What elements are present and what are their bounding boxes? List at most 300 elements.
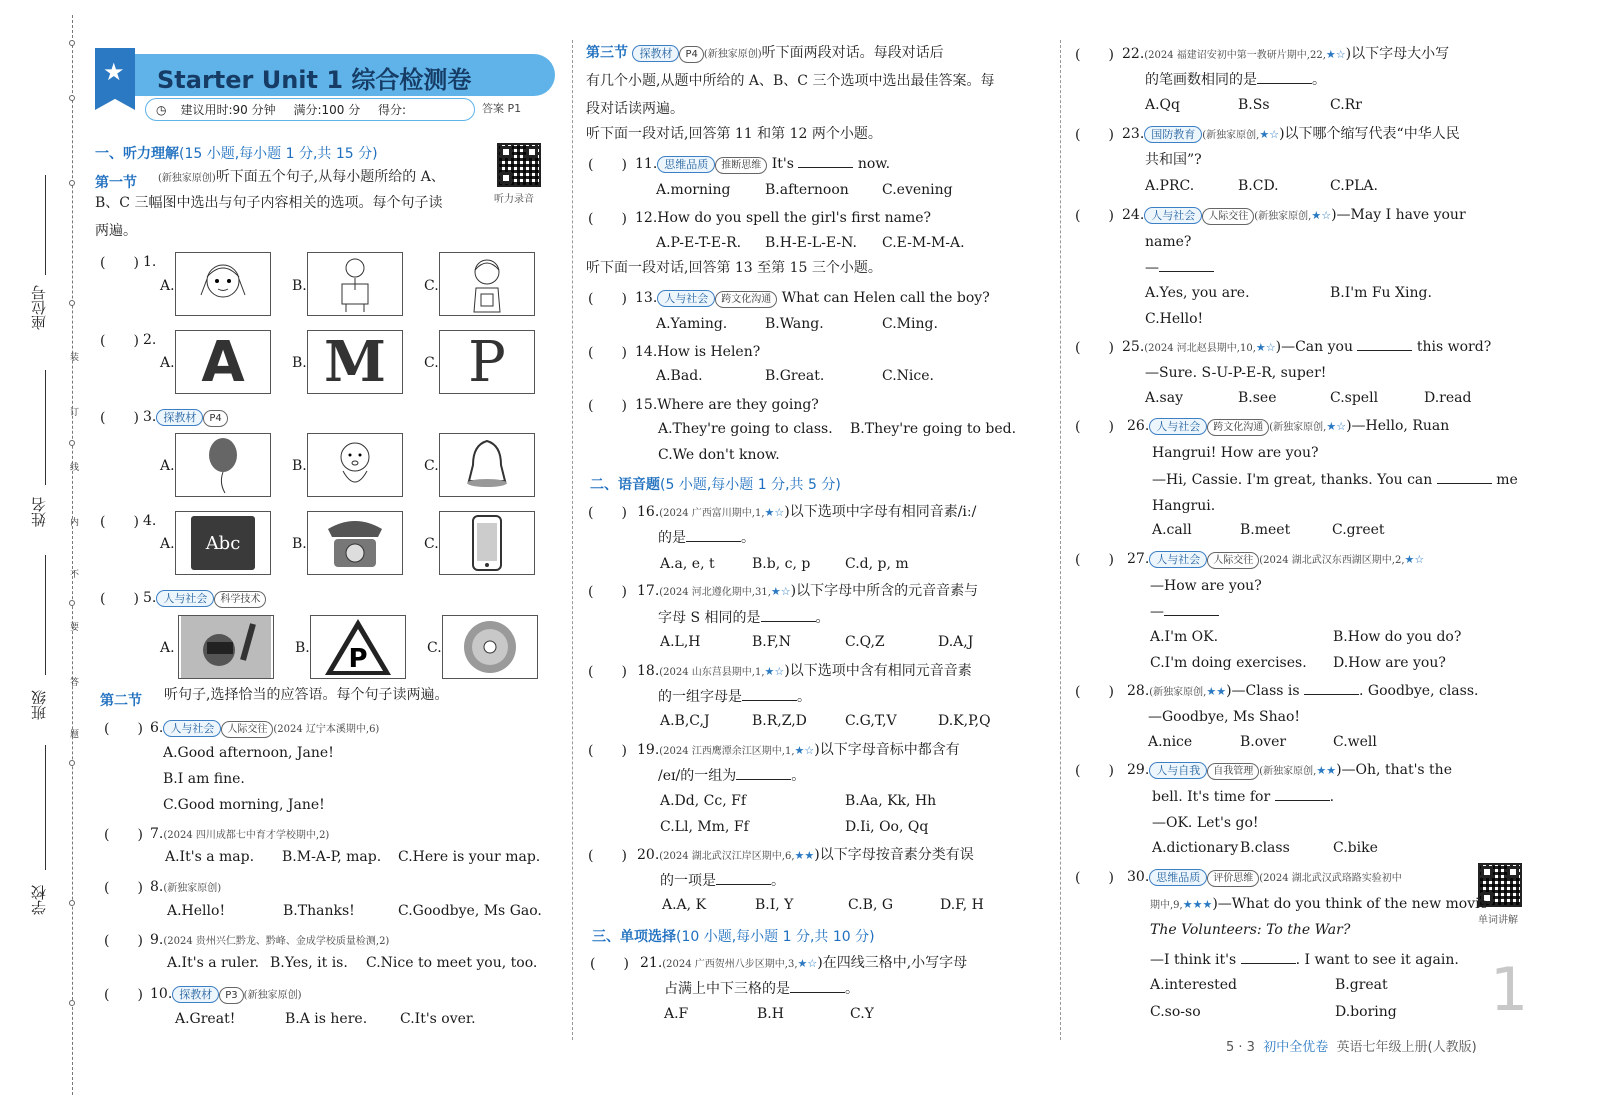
q20-number: 20. bbox=[637, 847, 660, 863]
part3-instr-b: 有几个小题,从题中所给的 A、B、C 三个选项中选出最佳答案。每 bbox=[586, 73, 995, 89]
q19-text-a: )以下字母音标中都含有 bbox=[814, 742, 960, 758]
answer-paren[interactable]: ( ) bbox=[100, 333, 139, 349]
q11-tag2: 推断思维 bbox=[715, 157, 767, 174]
q20-text-a: )以下字母按音素分类有误 bbox=[814, 847, 974, 863]
suggested-time: 建议用时:90 分钟 bbox=[180, 103, 276, 117]
q29-option-b[interactable]: B.class bbox=[1240, 840, 1290, 856]
difficulty-stars-icon: ★★ bbox=[1206, 685, 1227, 698]
star-icon: ★ bbox=[103, 58, 125, 86]
q26-text-b: Hangrui! How are you? bbox=[1152, 445, 1319, 461]
q23-text-b: 共和国”? bbox=[1145, 152, 1202, 168]
seal-char: 装 bbox=[70, 353, 80, 363]
q26-stem bbox=[1127, 416, 1537, 438]
q22-option-c[interactable]: C.Rr bbox=[1330, 97, 1362, 113]
q12-option-b[interactable]: B.H-E-L-E-N. bbox=[765, 235, 857, 251]
q3-option-c-picture[interactable] bbox=[439, 433, 535, 497]
q23-option-a[interactable]: A.PRC. bbox=[1145, 178, 1195, 194]
q21-text-b: 占满上中下三格的是 bbox=[664, 981, 790, 997]
part3-title: 第三节 bbox=[586, 45, 628, 61]
q11-option-a[interactable]: A.morning bbox=[656, 182, 731, 198]
q26-option-b[interactable]: B.meet bbox=[1240, 522, 1291, 538]
q16-blank[interactable] bbox=[686, 528, 741, 542]
q2-option-a-picture[interactable] bbox=[175, 330, 271, 394]
q20-text-b: 的一项是 bbox=[660, 873, 716, 889]
q12-stem bbox=[635, 208, 931, 228]
binding-hole bbox=[69, 900, 75, 906]
q18-blank[interactable] bbox=[742, 687, 797, 701]
q6-option-a[interactable]: A.Good afternoon, Jane! bbox=[163, 745, 334, 761]
q28-blank[interactable] bbox=[1304, 681, 1359, 695]
part1-instr-b: B、C 三幅图中选出与句子内容相关的选项。每个句子读 bbox=[95, 195, 443, 211]
q29-option-a[interactable]: A.dictionary bbox=[1152, 840, 1239, 856]
part3-tag2: P4 bbox=[679, 46, 703, 63]
q10-tag: 探教材 bbox=[172, 986, 219, 1003]
answer-paren[interactable]: ( ) bbox=[588, 664, 627, 680]
column-divider bbox=[572, 40, 573, 1040]
q13-text: What can Helen call the boy? bbox=[781, 290, 990, 306]
q21-end: 。 bbox=[845, 981, 859, 997]
q10-option-b[interactable]: B.A is here. bbox=[285, 1011, 368, 1027]
q22-number: 22. bbox=[1122, 46, 1145, 62]
q23-option-b[interactable]: B.CD. bbox=[1238, 178, 1279, 194]
q16-number: 16. bbox=[637, 504, 660, 520]
q17-end: 。 bbox=[815, 610, 830, 626]
q6-option-b[interactable]: B.I am fine. bbox=[163, 771, 245, 787]
q27-option-b[interactable]: B.How do you do? bbox=[1333, 629, 1462, 645]
section3-heading: 三、单项选择 bbox=[592, 929, 676, 945]
difficulty-stars-icon: ★☆ bbox=[797, 957, 818, 970]
answer-paren[interactable]: ( ) bbox=[588, 848, 627, 864]
q19-blank[interactable] bbox=[736, 766, 791, 780]
q15-option-c[interactable]: C.We don't know. bbox=[658, 447, 780, 463]
q20-option-a[interactable]: A.A, K bbox=[662, 897, 707, 913]
option-c-label: C. bbox=[424, 536, 439, 552]
part1-instr-a: 听下面五个句子,从每小题所给的 A、 bbox=[215, 169, 445, 185]
qr-code-icon[interactable] bbox=[497, 143, 541, 187]
name-line[interactable] bbox=[45, 370, 46, 485]
q14-text: How is Helen? bbox=[657, 344, 761, 360]
q13-option-b[interactable]: B.Wang. bbox=[765, 316, 824, 332]
q5-tag2: 科学技术 bbox=[214, 591, 266, 608]
answer-paren[interactable]: ( ) bbox=[1075, 870, 1114, 886]
section1-note: (15 小题,每小题 1 分,共 15 分) bbox=[179, 146, 378, 162]
q30-blank[interactable] bbox=[1241, 950, 1296, 964]
q6-tag: 人与社会 bbox=[163, 720, 221, 737]
option-a-label: A. bbox=[160, 536, 175, 552]
school-label: 学校 bbox=[30, 885, 48, 915]
answer-paren[interactable]: ( ) bbox=[1075, 763, 1114, 779]
q13-option-c[interactable]: C.Ming. bbox=[882, 316, 938, 332]
q3-number: 3. bbox=[143, 409, 157, 425]
answer-paren[interactable]: ( ) bbox=[104, 721, 143, 737]
answer-paren[interactable]: ( ) bbox=[100, 591, 139, 607]
q27-text-c: — bbox=[1150, 604, 1164, 620]
q25-stem bbox=[1122, 337, 1532, 359]
q28-stem bbox=[1127, 681, 1537, 703]
q21-text-a: )在四线三格中,小写字母 bbox=[817, 955, 968, 971]
score-total: 满分:100 分 bbox=[293, 103, 361, 117]
q26-tag: 人与社会 bbox=[1149, 418, 1207, 435]
q26-option-a[interactable]: A.call bbox=[1152, 522, 1192, 538]
binding-hole bbox=[69, 40, 75, 46]
q1-option-b-picture[interactable] bbox=[307, 252, 403, 316]
q19-text-b: /eɪ/的一组为 bbox=[658, 768, 737, 784]
q27-option-a[interactable]: A.I'm OK. bbox=[1150, 629, 1219, 645]
q15-option-b[interactable]: B.They're going to bed. bbox=[850, 421, 1017, 437]
q30-text-b: The Volunteers: To the War? bbox=[1150, 922, 1351, 938]
answer-paren[interactable]: ( ) bbox=[588, 157, 627, 173]
seal-char: 不 bbox=[70, 570, 80, 580]
q19-option-d[interactable]: D.Ii, Oo, Qq bbox=[845, 819, 929, 835]
girl-icon bbox=[193, 255, 253, 313]
q6-stem bbox=[150, 718, 570, 740]
q19-option-b[interactable]: B.Aa, Kk, Hh bbox=[845, 793, 937, 809]
seat-number-line[interactable] bbox=[45, 175, 46, 275]
q29-text-b: bell. It's time for bbox=[1152, 789, 1271, 805]
q22-blank[interactable] bbox=[1257, 70, 1312, 84]
q11-tag: 思维品质 bbox=[657, 156, 715, 173]
q30-option-a[interactable]: A.interested bbox=[1150, 977, 1238, 993]
q7-option-a[interactable]: A.It's a map. bbox=[165, 849, 255, 865]
q30-number: 30. bbox=[1127, 869, 1150, 885]
clock-icon: ◷ bbox=[156, 103, 167, 117]
q23-tag: 国防教育 bbox=[1144, 126, 1202, 143]
q16-option-b[interactable]: B.b, c, p bbox=[752, 556, 811, 572]
q25-option-b[interactable]: B.see bbox=[1238, 390, 1277, 406]
q17-option-d[interactable]: D.A,J bbox=[938, 634, 974, 650]
q29-source: (新独家原创, bbox=[1259, 766, 1317, 777]
q9-option-b[interactable]: B.Yes, it is. bbox=[270, 955, 348, 971]
binding-hole bbox=[69, 760, 75, 766]
q22-option-b[interactable]: B.Ss bbox=[1238, 97, 1270, 113]
man-icon bbox=[330, 254, 380, 314]
q8-option-a[interactable]: A.Hello! bbox=[167, 903, 226, 919]
q11-option-c[interactable]: C.evening bbox=[882, 182, 953, 198]
difficulty-stars-icon: ★☆ bbox=[770, 585, 791, 598]
q11-option-b[interactable]: B.afternoon bbox=[765, 182, 849, 198]
answer-paren[interactable]: ( ) bbox=[588, 345, 627, 361]
q3-option-b-picture[interactable] bbox=[307, 433, 403, 497]
footer-page-mark: 5 · 3 bbox=[1226, 1040, 1255, 1055]
q21-option-b[interactable]: B.H bbox=[757, 1006, 784, 1022]
q10-option-c[interactable]: C.It's over. bbox=[400, 1011, 476, 1027]
answer-paren[interactable]: ( ) bbox=[1075, 684, 1114, 700]
q16-option-c[interactable]: C.d, p, m bbox=[845, 556, 909, 572]
q1-option-c-picture[interactable] bbox=[439, 252, 535, 316]
q14-option-b[interactable]: B.Great. bbox=[765, 368, 825, 384]
qr-label: 听力录音 bbox=[494, 194, 534, 205]
q14-option-a[interactable]: A.Bad. bbox=[656, 368, 703, 384]
q25-text-a2: this word? bbox=[1416, 339, 1492, 355]
part2-title: 第二节 bbox=[100, 693, 142, 709]
q12-option-a[interactable]: A.P-E-T-E-R. bbox=[656, 235, 742, 251]
q24-option-b[interactable]: B.I'm Fu Xing. bbox=[1330, 285, 1432, 301]
q11-blank[interactable] bbox=[798, 154, 853, 168]
answer-paren[interactable]: ( ) bbox=[1075, 340, 1114, 356]
q11-text-a: It's bbox=[771, 156, 794, 172]
girl-apron-icon bbox=[462, 254, 512, 314]
q19-option-a[interactable]: A.Dd, Cc, Ff bbox=[660, 793, 746, 809]
q1-option-a-picture[interactable] bbox=[175, 252, 271, 316]
q25-blank[interactable] bbox=[1357, 337, 1412, 351]
q24-tag2: 人际交往 bbox=[1202, 208, 1254, 225]
q17-stem bbox=[637, 581, 1047, 603]
q25-option-d[interactable]: D.read bbox=[1424, 390, 1472, 406]
q7-option-b[interactable]: B.M-A-P, map. bbox=[282, 849, 382, 865]
q29-text-c: —OK. Let's go! bbox=[1152, 815, 1259, 831]
q27-stem-c bbox=[1150, 602, 1219, 622]
q6-number: 6. bbox=[150, 720, 164, 736]
answer-paren[interactable]: ( ) bbox=[104, 880, 143, 896]
q16-end: 。 bbox=[741, 530, 755, 546]
q18-source: (2024 山东莒县期中,1, bbox=[659, 667, 765, 678]
q22-stem-b bbox=[1145, 70, 1326, 90]
qr-label-words: 单词讲解 bbox=[1478, 915, 1518, 926]
letter-p: P bbox=[468, 330, 506, 394]
q4-option-c-picture[interactable] bbox=[439, 511, 535, 575]
binding-hole bbox=[69, 440, 75, 446]
section3-note: (10 小题,每小题 1 分,共 10 分) bbox=[676, 929, 875, 945]
q29-blank[interactable] bbox=[1275, 787, 1330, 801]
q20-option-c[interactable]: C.B, G bbox=[848, 897, 894, 913]
q20-option-d[interactable]: D.F, H bbox=[940, 897, 984, 913]
answer-paren[interactable]: ( ) bbox=[588, 211, 627, 227]
answer-paren[interactable]: ( ) bbox=[1075, 47, 1114, 63]
q28-option-b[interactable]: B.over bbox=[1240, 734, 1287, 750]
q16-option-a[interactable]: A.a, e, t bbox=[660, 556, 715, 572]
difficulty-stars-icon: ★☆ bbox=[764, 506, 785, 519]
section1-heading: 一、听力理解 bbox=[95, 146, 179, 162]
q22-text-a: )以下字母大小写 bbox=[1345, 46, 1450, 62]
q21-stem-b bbox=[664, 979, 859, 999]
q23-source: (新独家原创, bbox=[1202, 130, 1260, 141]
section1-title bbox=[95, 143, 378, 163]
q8-source: (新独家原创) bbox=[163, 883, 222, 894]
q30-stem-a bbox=[1150, 894, 1488, 916]
answer-paren[interactable]: ( ) bbox=[588, 291, 627, 307]
q9-option-c[interactable]: C.Nice to meet you, too. bbox=[366, 955, 538, 971]
q16-text-a: )以下选项中字母有相同音素/iː/ bbox=[784, 504, 977, 520]
answer-paren[interactable]: ( ) bbox=[104, 827, 143, 843]
difficulty-stars-icon: ★☆ bbox=[1311, 209, 1332, 222]
answer-paren[interactable]: ( ) bbox=[100, 255, 139, 271]
answer-paren[interactable]: ( ) bbox=[100, 514, 139, 530]
q15-option-a[interactable]: A.They're going to class. bbox=[658, 421, 833, 437]
q27-option-d[interactable]: D.How are you? bbox=[1333, 655, 1446, 671]
q21-stem bbox=[640, 953, 1050, 975]
q26-text-d: Hangrui. bbox=[1152, 498, 1216, 514]
section2-note: (5 小题,每小题 1 分,共 5 分) bbox=[660, 477, 841, 493]
seat-number-label: 座位号 bbox=[30, 285, 48, 330]
q26-blank[interactable] bbox=[1437, 470, 1492, 484]
mobile-phone-icon bbox=[470, 514, 504, 572]
q19-option-c[interactable]: C.Ll, Mm, Ff bbox=[660, 819, 749, 835]
q18-number: 18. bbox=[637, 663, 660, 679]
q14-stem bbox=[635, 342, 760, 362]
q17-option-b[interactable]: B.F,N bbox=[752, 634, 791, 650]
answer-paren[interactable]: ( ) bbox=[1075, 552, 1114, 568]
q17-stem-b bbox=[658, 608, 830, 628]
answer-paren[interactable]: ( ) bbox=[590, 956, 629, 972]
part3-instr-c: 段对话读两遍。 bbox=[586, 101, 684, 117]
cd-disc-icon bbox=[460, 617, 520, 677]
q24-option-a[interactable]: A.Yes, you are. bbox=[1145, 285, 1250, 301]
difficulty-stars-icon: ★☆ bbox=[794, 744, 815, 757]
q29-tag2: 自我管理 bbox=[1207, 763, 1259, 780]
q24-option-c[interactable]: C.Hello! bbox=[1145, 311, 1204, 327]
option-b-label: B. bbox=[295, 640, 310, 656]
q21-blank[interactable] bbox=[790, 979, 845, 993]
q26-tag2: 跨文化沟通 bbox=[1207, 419, 1269, 436]
q12-option-c[interactable]: C.E-M-M-A. bbox=[882, 235, 965, 251]
q3-tag2: P4 bbox=[203, 410, 227, 427]
difficulty-stars-icon: ★☆ bbox=[1404, 553, 1425, 566]
q27-option-c[interactable]: C.I'm doing exercises. bbox=[1150, 655, 1307, 671]
q23-option-c[interactable]: C.PLA. bbox=[1330, 178, 1378, 194]
q20-stem-b bbox=[660, 871, 785, 891]
q30-option-c[interactable]: C.so-so bbox=[1150, 1004, 1201, 1020]
column-divider bbox=[1060, 40, 1061, 1040]
q19-number: 19. bbox=[637, 742, 660, 758]
answer-paren[interactable]: ( ) bbox=[588, 505, 627, 521]
q28-option-a[interactable]: A.nice bbox=[1148, 734, 1193, 750]
q7-number: 7. bbox=[150, 826, 164, 842]
q26-text-c: —Hi, Cassie. I'm great, thanks. You can bbox=[1152, 472, 1433, 488]
q3-tag: 探教材 bbox=[156, 409, 203, 426]
q11-number: 11. bbox=[635, 156, 658, 172]
q25-option-c[interactable]: C.spell bbox=[1330, 390, 1379, 406]
q22-option-a[interactable]: A.Qq bbox=[1145, 97, 1180, 113]
q17-option-c[interactable]: C.Q,Z bbox=[845, 634, 885, 650]
q30-option-b[interactable]: B.great bbox=[1335, 977, 1388, 993]
letter-m: M bbox=[324, 330, 386, 394]
q4-option-a-picture[interactable] bbox=[175, 511, 271, 575]
dialogue1-intro: 听下面一段对话,回答第 11 和第 12 两个小题。 bbox=[586, 126, 882, 142]
q2-option-c-picture[interactable] bbox=[439, 330, 535, 394]
answer-paren[interactable]: ( ) bbox=[104, 987, 143, 1003]
q20-blank[interactable] bbox=[716, 871, 771, 885]
q18-option-b[interactable]: B.R,Z,D bbox=[752, 713, 807, 729]
answer-paren[interactable]: ( ) bbox=[100, 410, 139, 426]
answer-paren[interactable]: ( ) bbox=[588, 584, 627, 600]
dialogue2-intro: 听下面一段对话,回答第 13 至第 15 三个小题。 bbox=[586, 260, 882, 276]
binding-hole bbox=[69, 180, 75, 186]
q26-text-a: )—Hello, Ruan bbox=[1346, 418, 1450, 434]
q2-option-b-picture[interactable] bbox=[307, 330, 403, 394]
q20-stem bbox=[637, 845, 1047, 867]
option-c-label: C. bbox=[424, 458, 439, 474]
q10-option-a[interactable]: A.Great! bbox=[175, 1011, 236, 1027]
q26-option-c[interactable]: C.greet bbox=[1332, 522, 1385, 538]
option-a-label: A. bbox=[160, 458, 175, 474]
name-label: 姓名 bbox=[30, 497, 48, 527]
q24-stem-c bbox=[1145, 258, 1214, 278]
q7-option-c[interactable]: C.Here is your map. bbox=[398, 849, 541, 865]
q4-option-b-picture[interactable] bbox=[307, 511, 403, 575]
q30-tag: 思维品质 bbox=[1149, 869, 1207, 886]
q29-stem bbox=[1127, 760, 1537, 782]
q18-option-a[interactable]: A.B,C,J bbox=[660, 713, 710, 729]
q20-source: (2024 湖北武汉江岸区期中,6, bbox=[659, 851, 795, 862]
q17-source: (2024 河北遵化期中,31, bbox=[659, 587, 771, 598]
q30-text-a: )—What do you think of the new movie bbox=[1212, 896, 1488, 912]
answer-paren[interactable]: ( ) bbox=[104, 933, 143, 949]
q17-option-a[interactable]: A.L,H bbox=[660, 634, 701, 650]
q29-option-c[interactable]: C.bike bbox=[1333, 840, 1378, 856]
q13-option-a[interactable]: A.Yaming. bbox=[656, 316, 728, 332]
q8-option-b[interactable]: B.Thanks! bbox=[283, 903, 355, 919]
q29-text-a: )—Oh, that's the bbox=[1336, 762, 1452, 778]
q27-stem bbox=[1127, 549, 1537, 571]
q18-option-c[interactable]: C.G,T,V bbox=[845, 713, 897, 729]
answer-paren[interactable]: ( ) bbox=[588, 398, 627, 414]
q25-option-a[interactable]: A.say bbox=[1145, 390, 1184, 406]
q25-number: 25. bbox=[1122, 339, 1145, 355]
q5-option-b-picture[interactable] bbox=[310, 615, 406, 679]
answer-paren[interactable]: ( ) bbox=[588, 743, 627, 759]
binding-line bbox=[72, 15, 73, 1095]
answer-paren[interactable]: ( ) bbox=[1075, 419, 1114, 435]
q17-text-b: 字母 S 相同的是 bbox=[658, 610, 761, 626]
q13-number: 13. bbox=[635, 290, 658, 306]
answer-paren[interactable]: ( ) bbox=[1075, 208, 1114, 224]
q24-blank[interactable] bbox=[1159, 258, 1214, 272]
q26-number: 26. bbox=[1127, 418, 1150, 434]
q22-text-b: 的笔画数相同的是 bbox=[1145, 72, 1257, 88]
q6-option-c[interactable]: C.Good morning, Jane! bbox=[163, 797, 325, 813]
q9-option-a[interactable]: A.It's a ruler. bbox=[167, 955, 260, 971]
q28-option-c[interactable]: C.well bbox=[1333, 734, 1377, 750]
q8-option-c[interactable]: C.Goodbye, Ms Gao. bbox=[398, 903, 542, 919]
q5-option-a-picture[interactable] bbox=[178, 615, 274, 679]
q16-stem-b bbox=[658, 528, 755, 548]
q21-option-c[interactable]: C.Y bbox=[850, 1006, 874, 1022]
q16-source: (2024 广西富川期中,1, bbox=[659, 508, 765, 519]
q19-source: (2024 江西鹰潭余江区期中,1, bbox=[659, 746, 795, 757]
school-line[interactable] bbox=[45, 745, 46, 870]
q25-text-b: —Sure. S-U-P-E-R, super! bbox=[1145, 365, 1327, 381]
balloon-icon bbox=[203, 435, 243, 495]
q20-option-b[interactable]: B.I, Y bbox=[755, 897, 794, 913]
option-a-label: A. bbox=[160, 355, 175, 371]
q21-option-a[interactable]: A.F bbox=[664, 1006, 689, 1022]
difficulty-stars-icon: ★★ bbox=[1316, 764, 1337, 777]
q17-number: 17. bbox=[637, 583, 660, 599]
class-line[interactable] bbox=[45, 555, 46, 675]
part1-instr-c: 两遍。 bbox=[95, 223, 137, 239]
section2-heading: 二、语音题 bbox=[590, 477, 660, 493]
letter-a: A bbox=[201, 330, 245, 394]
q10-tag2: P3 bbox=[219, 987, 243, 1004]
q22-source: (2024 福建诏安初中第一教研片期中,22, bbox=[1144, 50, 1326, 61]
q18-stem-b bbox=[658, 687, 811, 707]
q18-option-d[interactable]: D.K,P,Q bbox=[938, 713, 991, 729]
q28-number: 28. bbox=[1127, 683, 1150, 699]
q12-text: How do you spell the girl's first name? bbox=[657, 210, 932, 226]
q17-blank[interactable] bbox=[761, 608, 816, 622]
answer-paren[interactable]: ( ) bbox=[1075, 127, 1114, 143]
q5-option-c-picture[interactable] bbox=[442, 615, 538, 679]
q30-option-d[interactable]: D.boring bbox=[1335, 1004, 1397, 1020]
q3-option-a-picture[interactable] bbox=[175, 433, 271, 497]
q30-tag2: 评价思维 bbox=[1207, 870, 1259, 887]
q26-text-c2: me bbox=[1496, 472, 1518, 488]
option-b-label: B. bbox=[292, 278, 307, 294]
q14-option-c[interactable]: C.Nice. bbox=[882, 368, 934, 384]
q28-text-a2: . Goodbye, class. bbox=[1359, 683, 1479, 699]
q27-blank[interactable] bbox=[1164, 602, 1219, 616]
q5-tag: 人与社会 bbox=[156, 590, 214, 607]
